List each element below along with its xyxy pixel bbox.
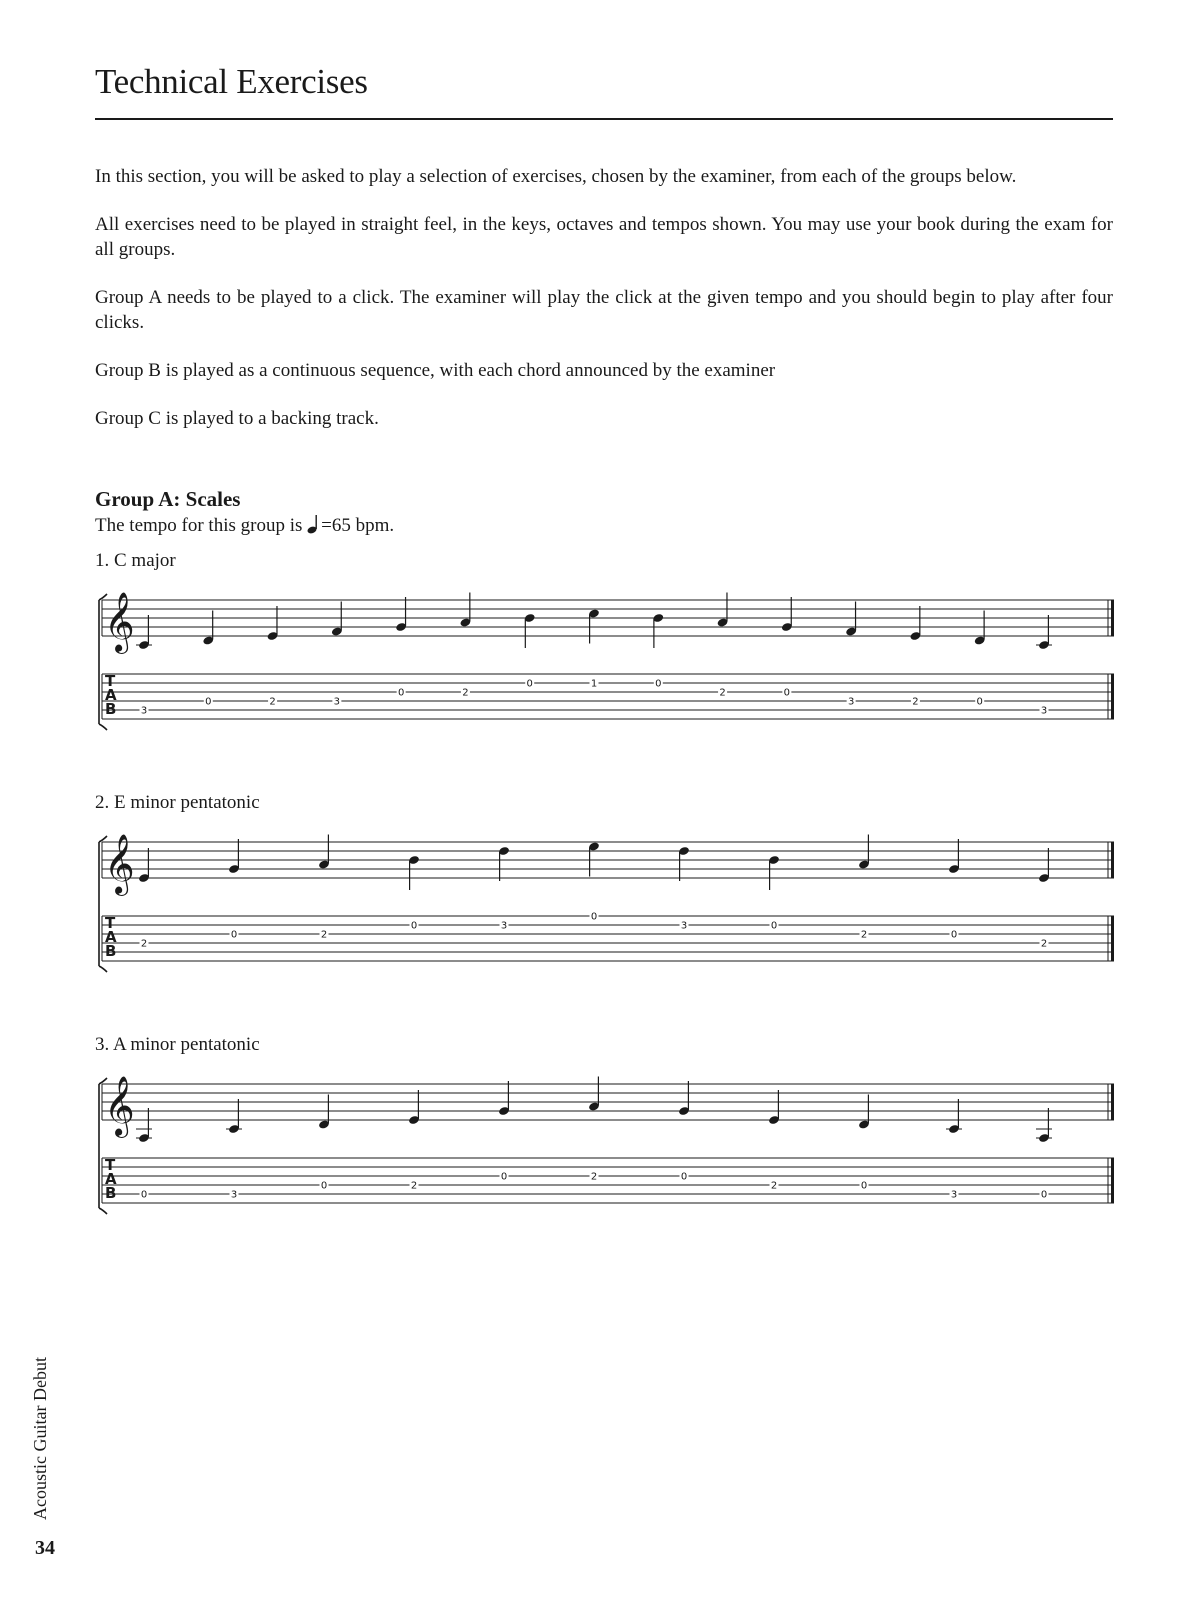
tab-clef-letter: A (105, 686, 117, 704)
page-number: 34 (35, 1537, 55, 1559)
book-title-sidebar: Acoustic Guitar Debut (30, 1357, 50, 1520)
exercise-system-3 (90, 1072, 1120, 1222)
tab-clef-letter: B (105, 700, 117, 718)
tab-clef-letter: B (105, 1184, 117, 1202)
tab-fret-number: 0 (950, 929, 958, 941)
tempo-suffix: =65 bpm. (321, 515, 395, 536)
exercise-label-3: 3. A minor pentatonic (95, 1034, 260, 1055)
tab-fret-number: 3 (950, 1189, 958, 1201)
exercise-label-2: 2. E minor pentatonic (95, 792, 260, 813)
title-divider (95, 118, 1113, 120)
tab-fret-number: 0 (140, 1189, 148, 1201)
tab-fret-number: 3 (500, 920, 508, 932)
tab-fret-number: 0 (976, 696, 983, 708)
tempo-prefix: The tempo for this group is (95, 515, 308, 536)
page-title: Technical Exercises (95, 62, 368, 101)
tab-fret-number: 2 (912, 696, 919, 708)
tab-fret-number: 2 (770, 1180, 778, 1192)
tab-fret-number: 2 (1040, 938, 1048, 950)
tab-fret-number: 3 (333, 696, 341, 708)
tab-fret-number: 0 (397, 687, 405, 699)
tab-fret-number: 3 (680, 920, 688, 932)
tab-clef-letter: B (105, 942, 117, 960)
tab-fret-number: 2 (269, 696, 276, 708)
treble-clef-icon: 𝄞 (104, 834, 135, 894)
exercise-system-1 (90, 588, 1120, 738)
intro-paragraph: Group A needs to be played to a click. The examiner will play the click at the given tempo and you should begin to play after four clicks. (95, 287, 1113, 333)
tab-fret-number: 0 (205, 696, 212, 708)
tab-fret-number: 0 (590, 911, 598, 923)
tempo-line (95, 514, 394, 537)
tab-fret-number: 3 (847, 696, 855, 708)
tab-clef-letter: A (105, 928, 117, 946)
tab-fret-number: 3 (230, 1189, 238, 1201)
intro-paragraph: In this section, you will be asked to play a selection of exercises, chosen by the examiner, from each of the groups below. (95, 166, 1017, 187)
intro-paragraph: Group B is played as a continuous sequence, with each chord announced by the examiner (95, 360, 776, 381)
tab-fret-number: 0 (860, 1180, 868, 1192)
tab-fret-number: 2 (140, 938, 148, 950)
tab-clef-letter: T (105, 914, 116, 932)
tab-fret-number: 2 (462, 687, 469, 699)
tab-fret-number: 0 (526, 678, 533, 690)
tab-fret-number: 0 (320, 1180, 328, 1192)
tab-fret-number: 2 (719, 687, 726, 699)
intro-paragraph: Group C is played to a backing track. (95, 408, 379, 429)
tab-fret-number: 0 (783, 687, 791, 699)
intro-text (95, 164, 1113, 454)
tab-fret-number: 0 (655, 678, 662, 690)
tab-fret-number: 1 (590, 678, 598, 690)
tab-fret-number: 0 (1040, 1189, 1048, 1201)
tab-fret-number: 2 (320, 929, 328, 941)
group-a-heading: Group A: Scales (95, 487, 241, 511)
exercise-label-1: 1. C major (95, 550, 176, 571)
intro-paragraph: All exercises need to be played in straight feel, in the keys, octaves and tempos shown. You may use your book during the exam for all groups. (95, 214, 1113, 260)
tab-fret-number: 2 (590, 1171, 598, 1183)
tab-fret-number: 3 (1040, 705, 1048, 717)
tab-fret-number: 3 (140, 705, 148, 717)
quarter-note-icon (307, 514, 321, 534)
tab-clef-letter: T (105, 1156, 116, 1174)
tab-fret-number: 0 (680, 1171, 688, 1183)
tab-clef-letter: T (105, 672, 116, 690)
tab-fret-number: 0 (230, 929, 238, 941)
tab-fret-number: 2 (410, 1180, 418, 1192)
tab-fret-number: 0 (500, 1171, 508, 1183)
exercise-system-2 (90, 830, 1120, 980)
tab-fret-number: 2 (860, 929, 868, 941)
tab-clef-letter: A (105, 1170, 117, 1188)
treble-clef-icon: 𝄞 (104, 1076, 135, 1136)
tab-fret-number: 0 (410, 920, 418, 932)
treble-clef-icon: 𝄞 (104, 592, 135, 652)
tab-fret-number: 0 (770, 920, 778, 932)
